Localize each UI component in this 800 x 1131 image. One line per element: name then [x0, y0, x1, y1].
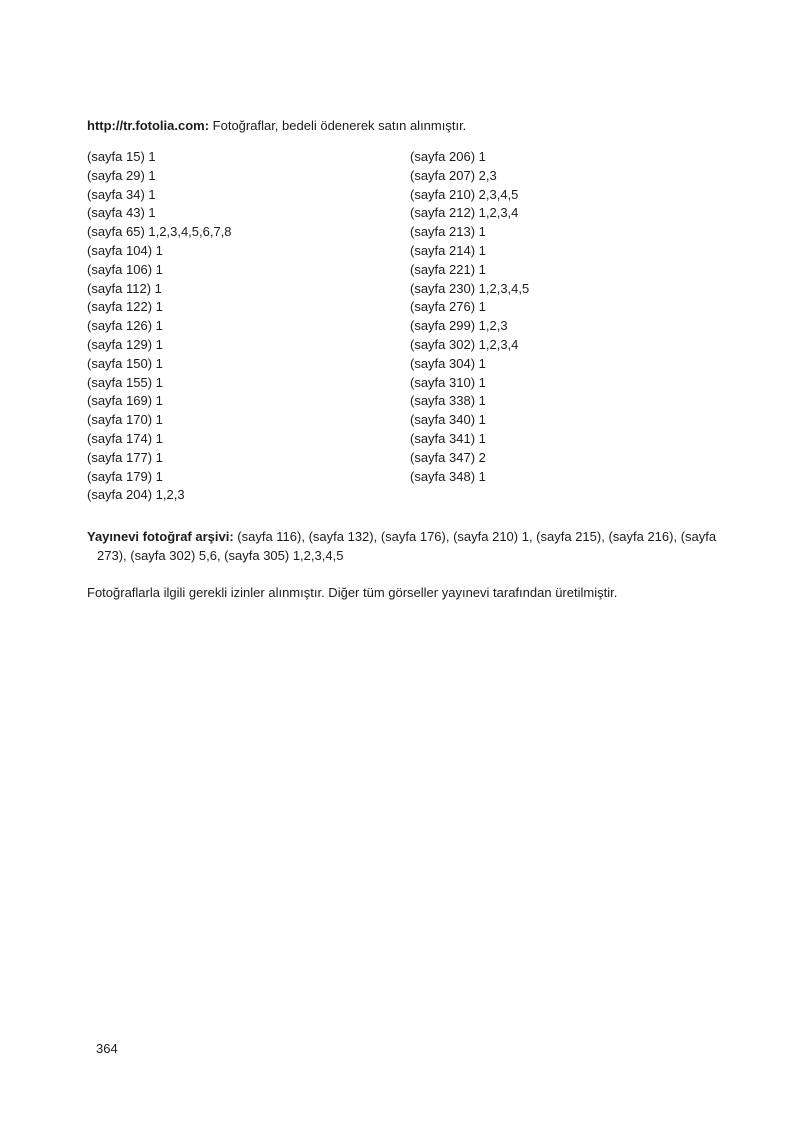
list-item: (sayfa 299) 1,2,3 [410, 318, 508, 334]
list-item: (sayfa 210) 2,3,4,5 [410, 186, 519, 202]
page-number: 364 [96, 1041, 118, 1056]
list-item: (sayfa 104) 1 [87, 242, 163, 258]
list-item: (sayfa 43) 1 [87, 205, 156, 221]
source-credit-text: Fotoğraflar, bedeli ödenerek satın alınmıştır. [209, 118, 467, 133]
list-item: (sayfa 276) 1 [410, 299, 486, 315]
list-item: (sayfa 174) 1 [87, 430, 163, 446]
list-item: (sayfa 169) 1 [87, 393, 163, 409]
list-item: (sayfa 212) 1,2,3,4 [410, 205, 519, 221]
list-item: (sayfa 304) 1 [410, 355, 486, 371]
source-credit-line [87, 117, 727, 135]
list-item: (sayfa 34) 1 [87, 186, 156, 202]
list-item: (sayfa 204) 1,2,3 [87, 487, 185, 503]
list-item: (sayfa 106) 1 [87, 261, 163, 277]
list-item: (sayfa 170) 1 [87, 412, 163, 428]
list-item: (sayfa 341) 1 [410, 430, 486, 446]
list-item: (sayfa 207) 2,3 [410, 167, 497, 183]
archive-label: Yayınevi fotoğraf arşivi: [87, 529, 234, 544]
list-item: (sayfa 340) 1 [410, 412, 486, 428]
list-item: (sayfa 302) 1,2,3,4 [410, 336, 519, 352]
credit-list-left [87, 148, 232, 505]
list-item: (sayfa 177) 1 [87, 449, 163, 465]
list-item: (sayfa 179) 1 [87, 468, 163, 484]
list-item: (sayfa 221) 1 [410, 261, 486, 277]
list-item: (sayfa 214) 1 [410, 242, 486, 258]
list-item: (sayfa 112) 1 [87, 280, 162, 296]
list-item: (sayfa 15) 1 [87, 149, 156, 164]
list-item: (sayfa 155) 1 [87, 374, 163, 390]
list-item: (sayfa 213) 1 [410, 224, 486, 240]
list-item: (sayfa 129) 1 [87, 336, 163, 352]
list-item: (sayfa 348) 1 [410, 468, 486, 484]
list-item: (sayfa 29) 1 [87, 167, 156, 183]
permissions-notice: Fotoğraflarla ilgili gerekli izinler alınmıştır. Diğer tüm görseller yayınevi tarafından üretilmiştir. [87, 585, 618, 600]
list-item: (sayfa 65) 1,2,3,4,5,6,7,8 [87, 224, 232, 240]
list-item: (sayfa 126) 1 [87, 318, 163, 334]
list-item: (sayfa 206) 1 [410, 149, 486, 164]
source-url-label: http://tr.fotolia.com: [87, 118, 210, 133]
list-item: (sayfa 347) 2 [410, 449, 486, 465]
list-item: (sayfa 150) 1 [87, 355, 163, 371]
list-item: (sayfa 310) 1 [410, 374, 486, 390]
list-item: (sayfa 230) 1,2,3,4,5 [410, 280, 530, 296]
publisher-archive-credit [87, 527, 727, 565]
list-item: (sayfa 122) 1 [87, 299, 163, 315]
archive-text: (sayfa 116), (sayfa 132), (sayfa 176), (sayfa 210) 1, (sayfa 215), (sayfa 216), (sayfa 273), (sayfa 302) 5,6, (sayfa 305) 1,2,3,4,5 [97, 529, 717, 563]
credit-list-right [410, 148, 529, 486]
list-item: (sayfa 338) 1 [410, 393, 486, 409]
